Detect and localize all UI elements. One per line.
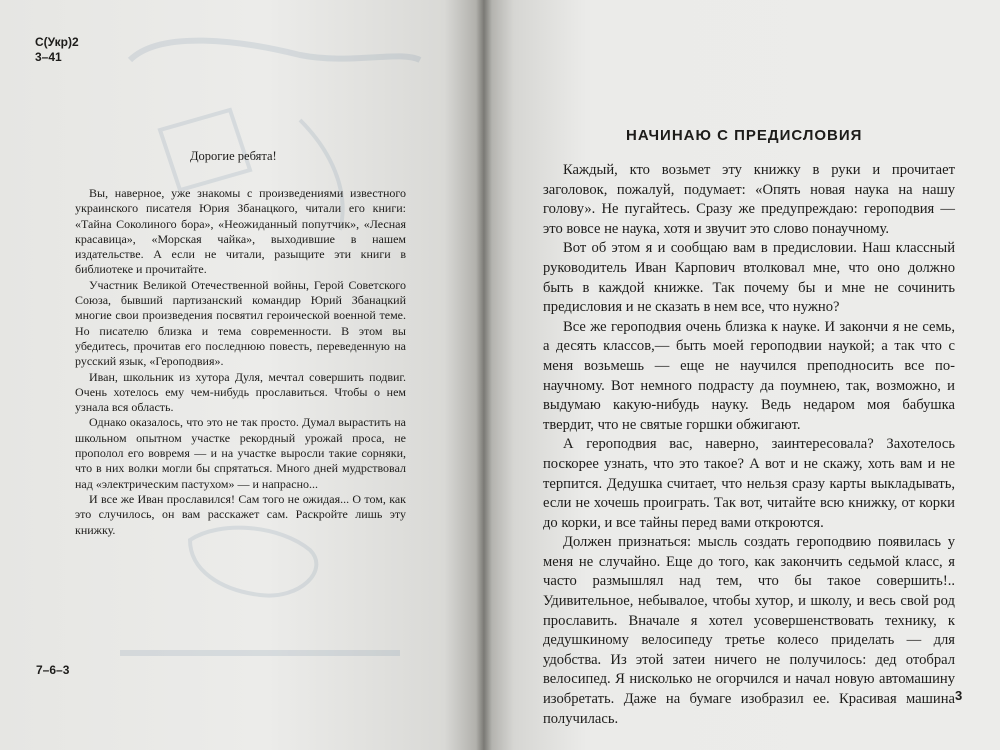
catalog-code-secondary: 3–41 (35, 50, 62, 64)
catalog-code: С(Укр)2 (35, 35, 79, 49)
left-page (0, 0, 483, 750)
chapter-paragraph: Вот об этом я и сообщаю вам в предисловии. Наш классный руководитель Иван Карпович втолковал мне, что оно должно быть в каждой книжке. Так почему бы и мне не сочинить предисловия и не сказать в нем все, что нужно? (543, 240, 955, 316)
chapter-body (543, 161, 955, 729)
letter-paragraph: Иван, школьник из хутора Дуля, мечтал совершить подвиг. Очень хотелось ему чем-нибудь прославиться. Чтобы о нем узнала вся область. (75, 369, 406, 415)
chapter-paragraph: Каждый, кто возьмет эту книжку в руки и прочитает заголовок, пожалуй, подумает: «Опять новая наука на нашу голову». Не пугайтесь. Сразу же предупреждаю: героподвия — это вовсе не наука, хотя и звучит это слово понаучному. (543, 162, 955, 237)
print-signature: 7–6–3 (36, 663, 70, 677)
letter-paragraph: Участник Великой Отечественной войны, Герой Советского Союза, бывший партизанский командир Юрий Збанацкий многие свои произведения посвятил героической военной теме. Но писателю близка и тема современности. В этом вы убедитесь, прочитав его последнюю повесть, переведенную на русский язык, «Героподвия». (75, 277, 406, 369)
letter-paragraph: И все же Иван прославился! Сам того не ожидая... О том, как это случилось, он вам расскажет сам. Раскройте лишь эту книжку. (75, 491, 406, 537)
chapter-title: НАЧИНАЮ С ПРЕДИСЛОВИЯ (626, 127, 863, 144)
letter-body (75, 186, 406, 538)
letter-paragraph: Однако оказалось, что это не так просто. Думал вырастить на школьном опытном участке рекордный урожай проса, не прополол его вовремя — и на участке выросли такие сорняки, что в них волки могли бы спрятаться. Много дней мудрствовал над «электрическим пастухом» — и напрасно... (75, 415, 406, 491)
page-number: 3 (955, 688, 963, 703)
letter-paragraph: Вы, наверное, уже знакомы с произведениями известного украинского писателя Юрия Збанацкого, читали его книги: «Тайна Соколиного бора», «Неожиданный попутчик», «Лесная красавица», «Морская чайка», выходившие в нашем издательстве. А если не читали, разыщите эти книги в библиотеке и прочитайте. (75, 186, 406, 277)
chapter-paragraph: Должен признаться: мысль создать героподвию появилась у меня не случайно. Еще до того, как закончить седьмой класс, я часто размышлял над тем, что бы такое совершить!.. Удивительное, небывалое, чтобы хутор, и школу, и весь свой род прославить. Вначале я хотел усовершенствовать технику, к дедушкиному велосипеду третье колесо приделать — для удобства. Из этой затеи ничего не получилось: дед отобрал велосипед. Я нисколько не огорчился и начал новую автомашину изобретать. Даже на бумаге изобразил ее. Красивая машина получилась. (543, 534, 955, 727)
right-page (483, 0, 1000, 750)
letter-greeting: Дорогие ребята! (190, 149, 277, 163)
chapter-paragraph: Все же героподвия очень близка к науке. И закончи я не семь, а десять классов,— быть моей героподвии наукой; а так что с меня возьмешь — еще не научился преподносить все по-научному. Вот немного подрасту да поумнею, так, возможно, и выдумаю какую-нибудь науку. Ведь недаром моя бабушка твердит, что не святые горшки обжигают. (543, 318, 955, 433)
chapter-paragraph: А героподвия вас, наверно, заинтересовала? Захотелось поскорее узнать, что это такое? А вот и не скажу, хоть вам и не терпится. Дедушка считает, что нельзя сразу карты выкладывать, если не хочешь проиграть. Так вот, читайте всю книжку, от корки до корки, и все тайны перед вами откроются. (543, 436, 955, 531)
book-gutter (476, 0, 492, 750)
